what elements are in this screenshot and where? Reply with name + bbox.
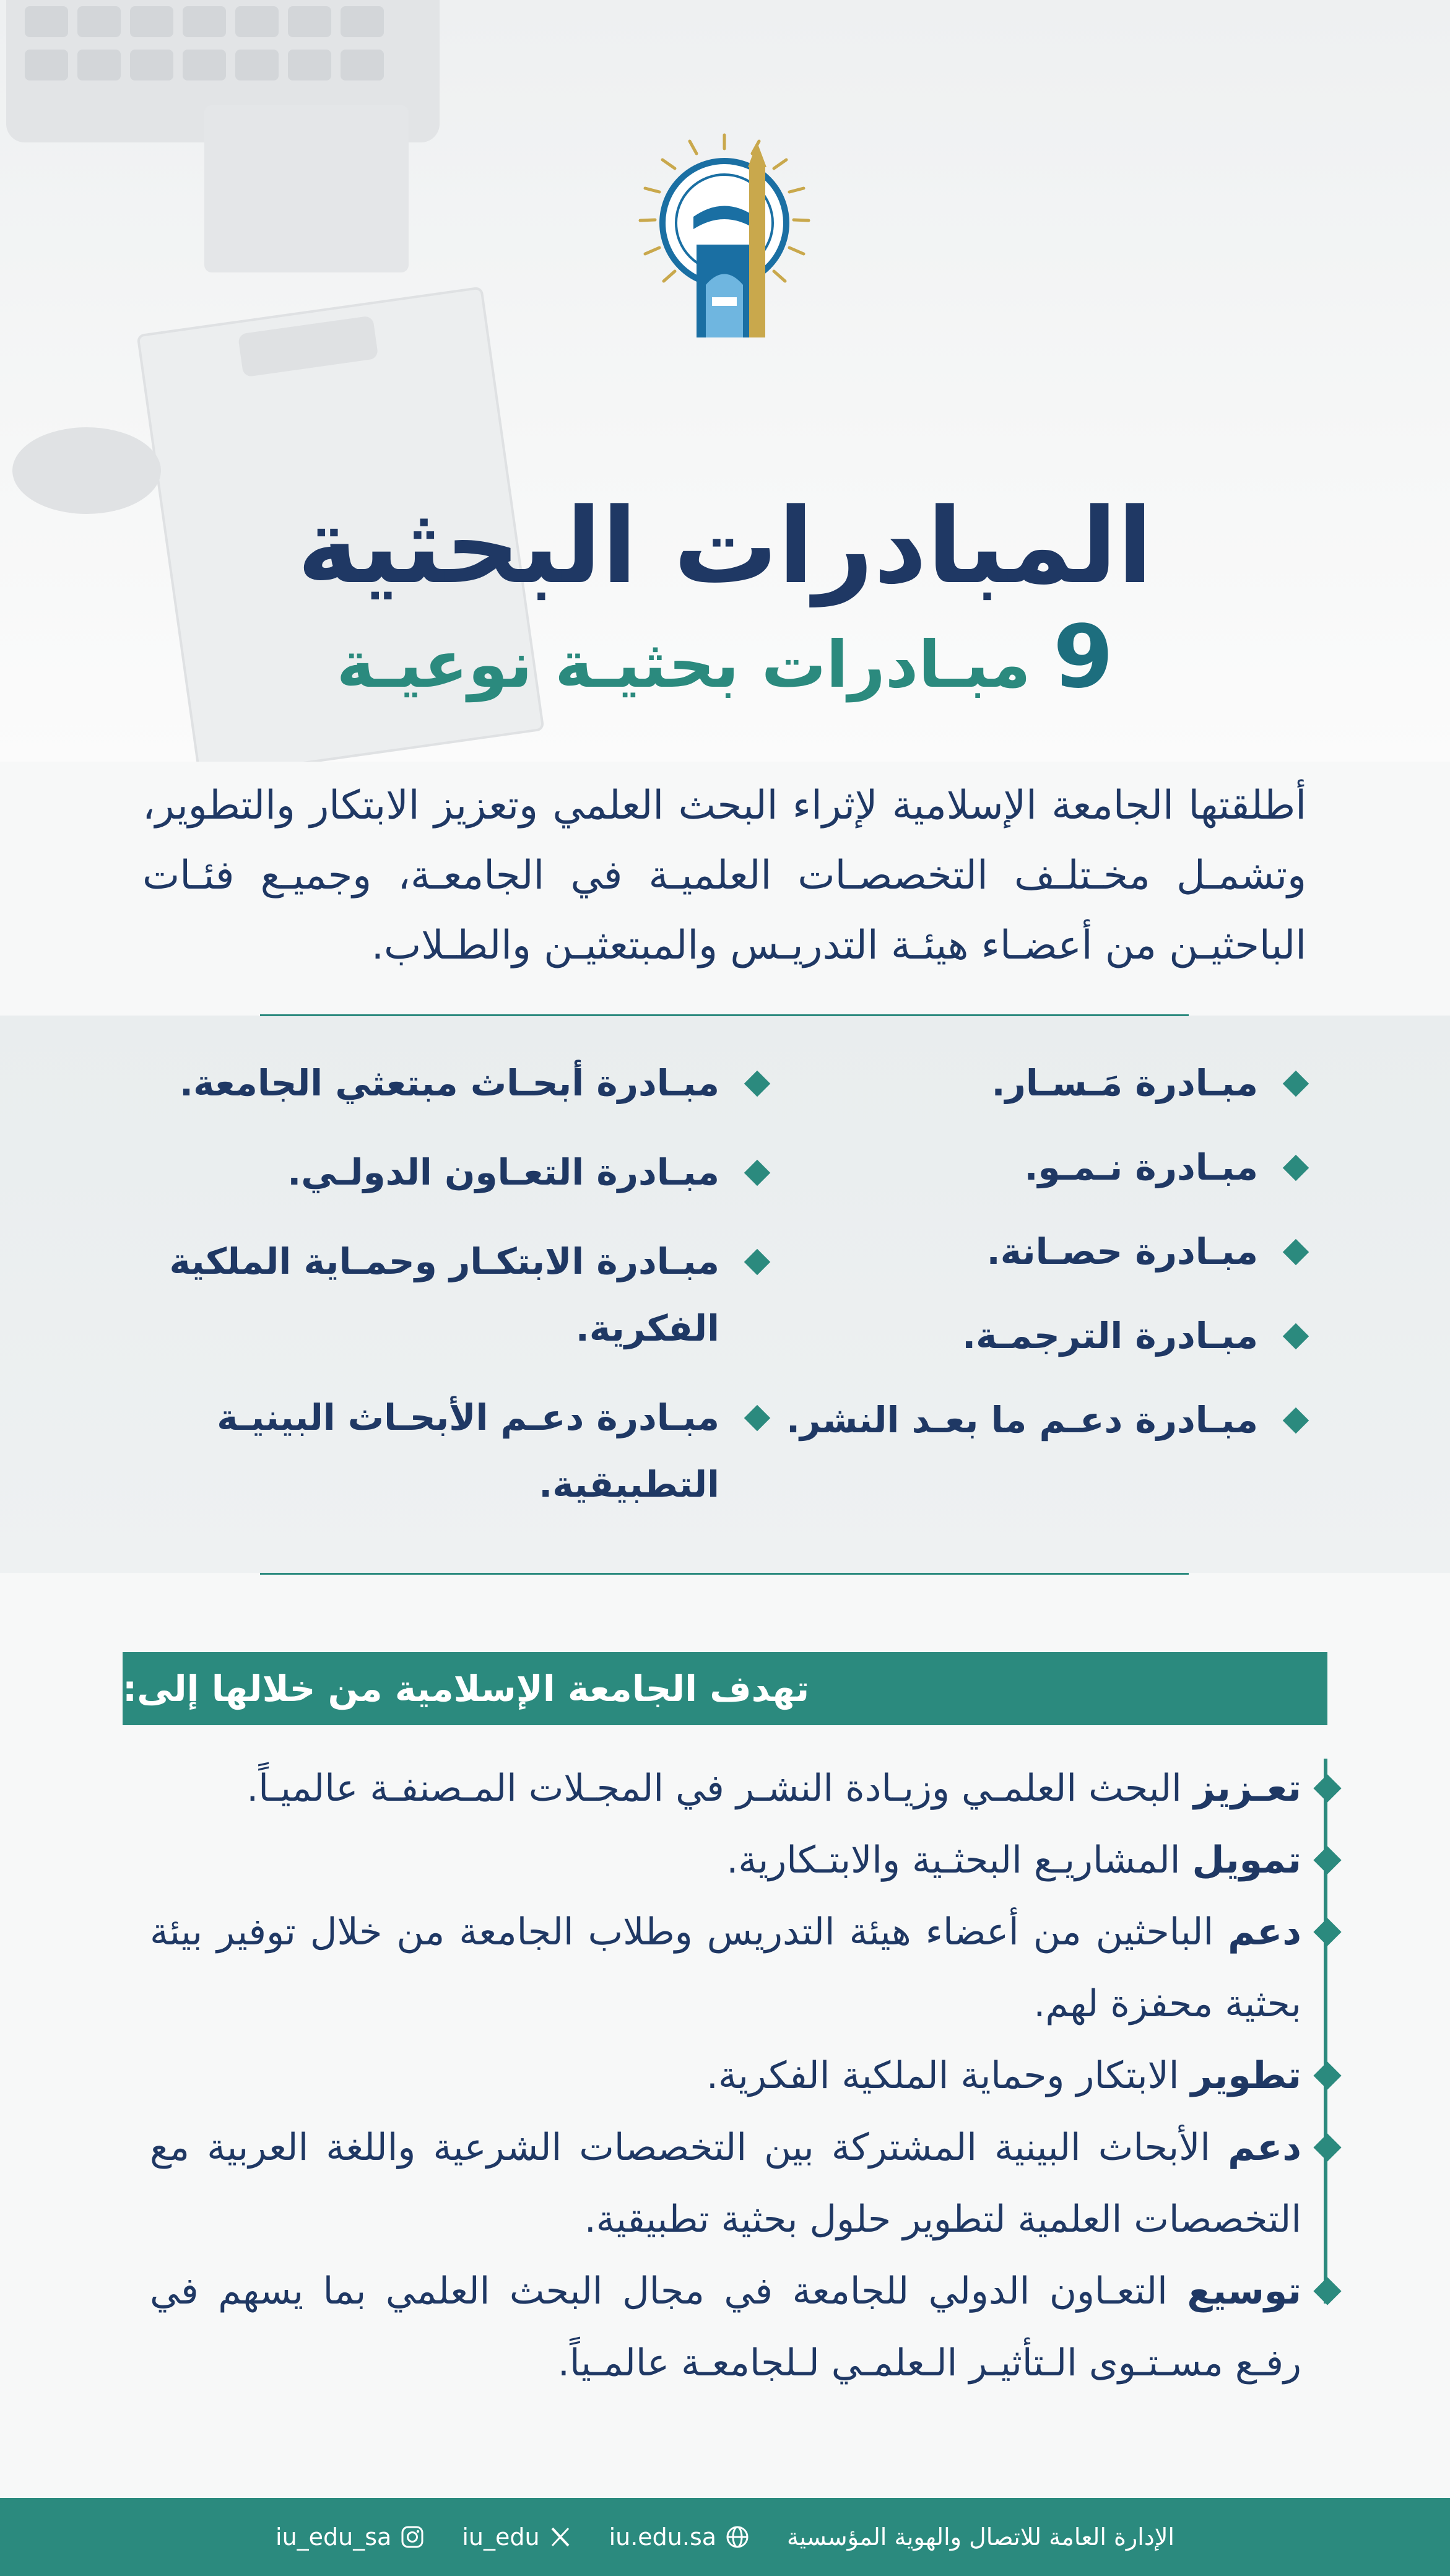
initiatives-list-right [757, 1050, 1314, 1471]
goal-item: دعم الأبحاث البينية المشتركة بين التخصصات الشرعية واللغة العربية مع التخصصات العلمية لتطوير حلول بحثية تطبيقية. [150, 2112, 1301, 2255]
page-title: المبادرات البحثية [297, 485, 1153, 607]
list-item: مبـادرة الابتكـار وحمـاية الملكية الفكرية. [131, 1228, 775, 1362]
goals-timeline-line [1324, 1759, 1327, 2304]
diamond-icon [744, 1160, 770, 1186]
list-item: مبـادرة الترجمـة. [757, 1302, 1314, 1369]
subtitle-text: مبـادرات بحثيـة نوعيـة [336, 627, 1031, 702]
goal-item: دعم الباحثين من أعضاء هيئة التدريس وطلاب الجامعة من خلال توفير بيئة بحثية محفزة لهم. [150, 1896, 1301, 2040]
footer-website-link[interactable]: iu.edu.sa [609, 2523, 750, 2551]
goals-banner: تهدف الجامعة الإسلامية من خلالها إلى: [123, 1652, 1327, 1725]
initiatives-count: 9 [1053, 607, 1114, 708]
diamond-icon [744, 1405, 770, 1431]
intro-paragraph: أطلقتها الجامعة الإسلامية لإثراء البحث العلمي وتعزيز الابتكار والتطوير، وتشمـل مخـتلـف التخصصـات العلميـة في الجامعـة، وجميـع فئـات الباحثيـن من أعضـاء هيئـة التدريـس والمبتعثيـن والطـلاب. [142, 783, 1306, 968]
divider-top [260, 1014, 1189, 1016]
x-logo-icon [549, 2525, 572, 2549]
list-item: مبـادرة التعـاون الدولـي. [131, 1139, 775, 1206]
diamond-icon [1283, 1071, 1309, 1097]
list-item: مبـادرة حصـانة. [757, 1218, 1314, 1285]
goal-item: توسيع التعـاون الدولي للجامعة في مجال البحث العلمي بما يسهم في رفـع مسـتـوى الـتأثيـر الـعلمـي لـلجامعـة عالمـياً. [150, 2255, 1301, 2399]
page-subtitle [0, 607, 1450, 708]
list-item: مبـادرة دعـم الأبحـاث البينيـة التطبيقية. [131, 1384, 775, 1518]
diamond-icon [1313, 1846, 1341, 1874]
diamond-icon [744, 1249, 770, 1275]
diamond-icon [744, 1071, 770, 1097]
diamond-icon [1283, 1408, 1309, 1434]
footer-x-link[interactable]: iu_edu [462, 2523, 571, 2551]
diamond-icon [1313, 1918, 1341, 1946]
footer-bar [0, 2498, 1450, 2576]
footer-instagram-link[interactable]: iu_edu_sa [276, 2523, 425, 2551]
diamond-icon [1313, 2133, 1341, 2161]
university-logo [619, 130, 830, 353]
list-item: مبـادرة مَـسـار. [757, 1050, 1314, 1116]
goal-item: تعـزيز البحث العلمـي وزيـادة النشـر في المجـلات المـصنفـة عالميـاً. [150, 1752, 1301, 1824]
diamond-icon [1283, 1155, 1309, 1181]
divider-bottom [260, 1573, 1189, 1575]
globe-icon [725, 2525, 750, 2549]
diamond-icon [1313, 1774, 1341, 1802]
goal-item: تطوير الابتكار وحماية الملكية الفكرية. [150, 2040, 1301, 2112]
diamond-icon [1283, 1323, 1309, 1349]
diamond-icon [1313, 2277, 1341, 2305]
goals-list [150, 1752, 1301, 2399]
list-item: مبـادرة أبحـاث مبتعثي الجامعة. [131, 1050, 775, 1116]
goal-item: تمويل المشاريـع البحثـية والابتـكارية. [150, 1824, 1301, 1896]
list-item: مبـادرة نـمـو. [757, 1134, 1314, 1201]
diamond-icon [1313, 2061, 1341, 2089]
diamond-icon [1283, 1239, 1309, 1265]
list-item: مبـادرة دعـم ما بعـد النشر. [757, 1386, 1314, 1453]
initiatives-list-left [131, 1050, 775, 1540]
instagram-icon [400, 2525, 425, 2549]
footer-department: الإدارة العامة للاتصال والهوية المؤسسية [787, 2523, 1174, 2551]
